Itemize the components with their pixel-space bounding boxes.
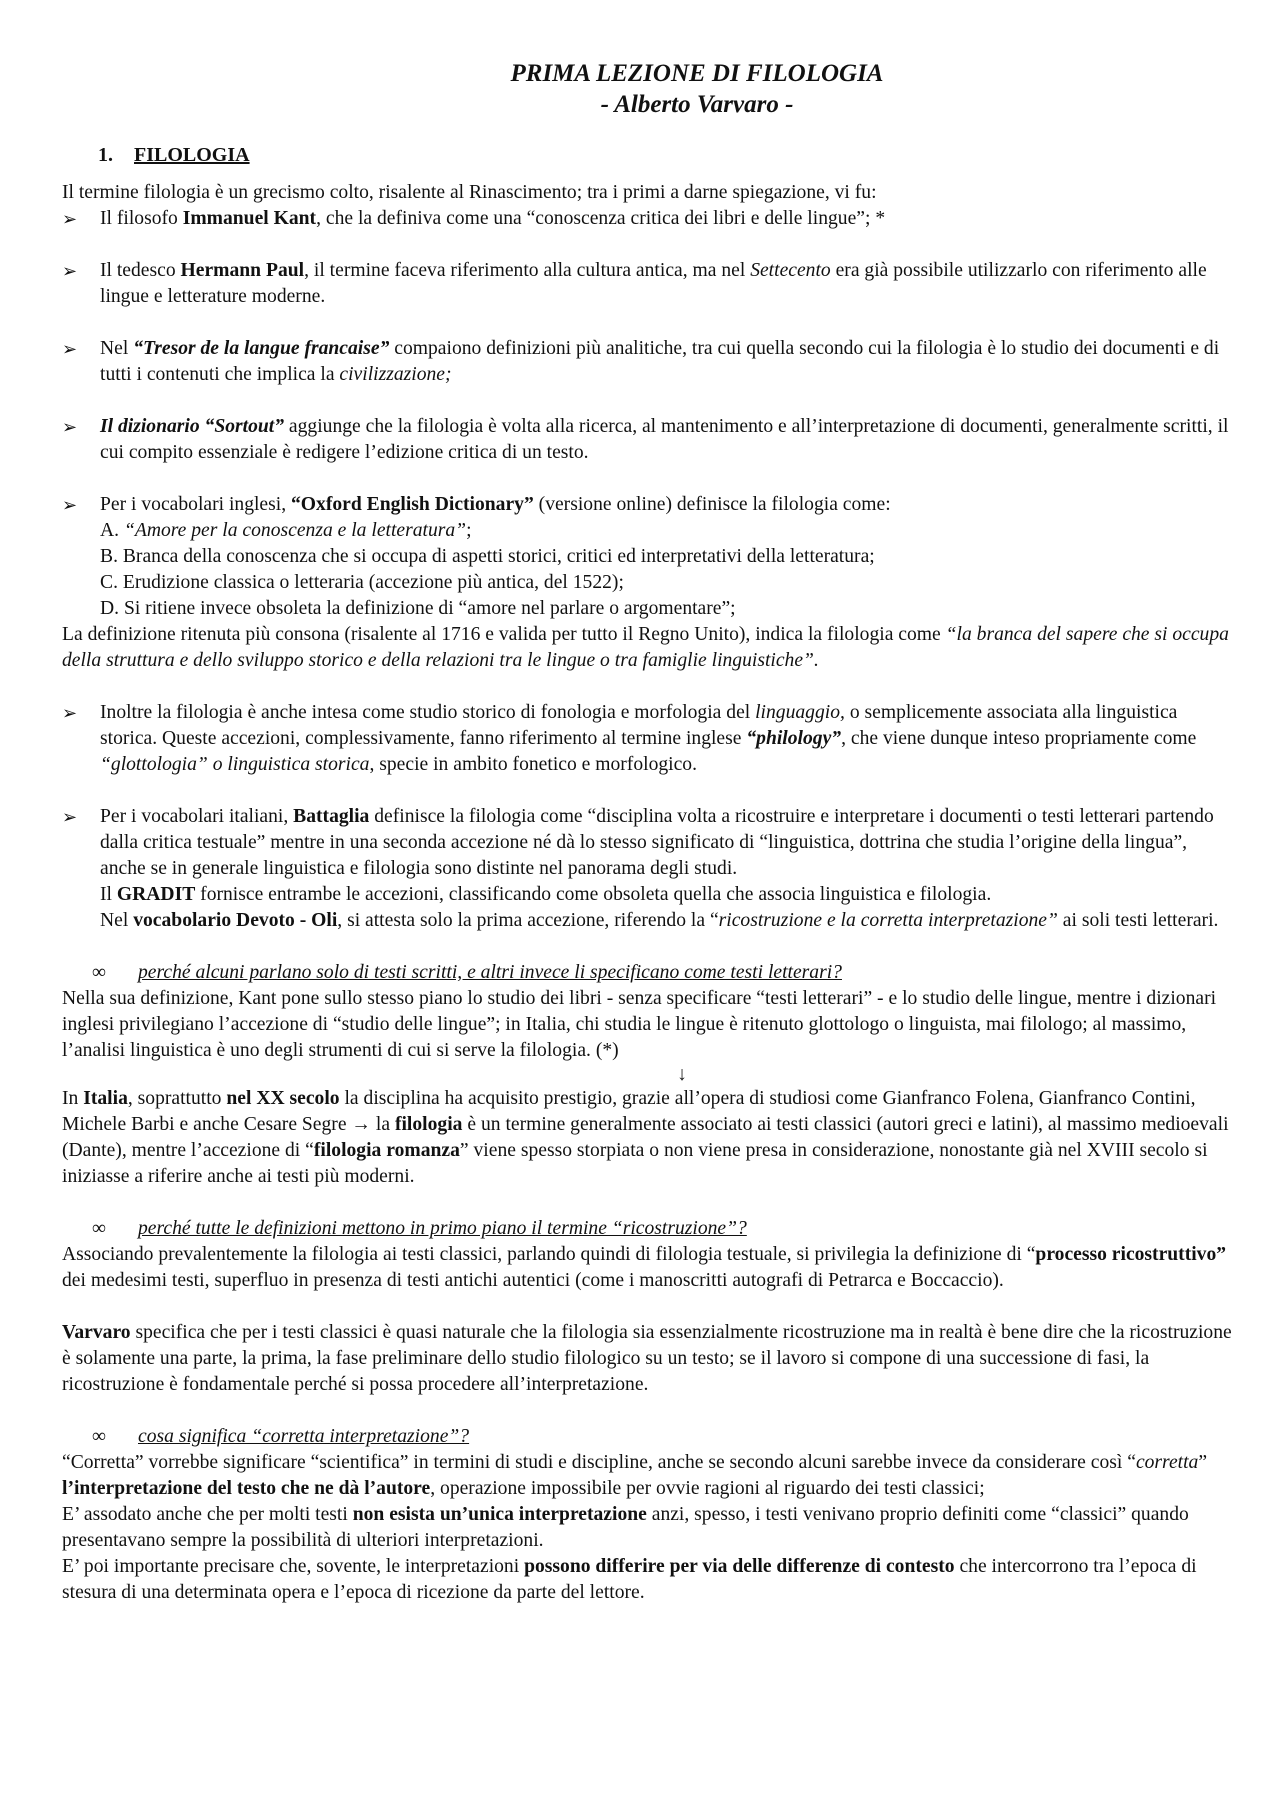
bold-text: Battaglia (293, 806, 370, 827)
varvaro-paragraph (62, 1320, 1232, 1398)
bold-text: non esista un’unica interpretazione (352, 1504, 647, 1525)
intro-paragraph: Il termine filologia è un grecismo colto, risalente al Rinascimento; tra i primi a darne spiegazione, vi fu: (62, 182, 877, 203)
definition-d: D. Si ritiene invece obsoleta la definizione di “amore nel parlare o argomentare”; (100, 598, 736, 619)
infinity-icon: ∞ (92, 1218, 106, 1239)
text: , che la definiva come una “conoscenza critica dei libri e delle lingue”; * (316, 208, 886, 229)
bold-text: filologia (394, 1114, 463, 1135)
text: fornisce entrambe le accezioni, classificando come obsoleta quella che associa linguistica e filologia. (195, 884, 992, 905)
answer-3-line-3 (62, 1554, 1232, 1606)
bullet-paul (62, 258, 1232, 310)
text: A. (100, 520, 124, 541)
question-1 (62, 960, 1232, 986)
section-number: 1. (98, 144, 113, 166)
italic-text: “glottologia” o linguistica storica (100, 754, 370, 775)
question-3 (62, 1424, 1232, 1450)
arrow-bullet-icon: ➢ (62, 209, 78, 229)
arrow-bullet-icon: ➢ (62, 495, 78, 515)
text: era già possibile utilizzarlo con riferimento alle lingue e letterature moderne. (100, 260, 1207, 307)
italic-text: ricostruzione e la corretta interpretazione” (718, 910, 1058, 931)
text: la disciplina ha acquisito prestigio, grazie all’opera di studiosi come Gianfranco Folena, Gianfranco Contini, Michele Barbi e anche Cesare Segre → la (62, 1088, 1196, 1135)
bold-text: vocabolario Devoto - Oli (133, 910, 338, 931)
bold-italic-text: “Tresor de la langue francaise” (133, 338, 390, 359)
bold-text: nel XX secolo (226, 1088, 340, 1109)
text: , soprattutto (127, 1088, 227, 1109)
bullet-linguaggio (62, 700, 1232, 778)
text: ” viene spesso storpiata o non viene presa in considerazione, nonostante già nel XVIII secolo si iniziasse a riferire anche ai testi più moderni. (62, 1140, 1208, 1187)
text: è un termine generalmente associato ai testi classici (autori greci e latini), al massimo medioevali (Dante), mentre l’accezione di “ (62, 1114, 1229, 1161)
bullet-sortout (62, 414, 1232, 466)
arrow-bullet-icon: ➢ (62, 417, 78, 437)
infinity-icon: ∞ (92, 962, 106, 983)
title-line-2: - Alberto Varvaro - (600, 91, 794, 118)
text: specifica che per i testi classici è quasi naturale che la filologia sia essenzialmente ricostruzione ma in realtà è bene dire che la ricostruzione è solamente una parte, la prima, la fase preliminare dello studio filologico su un testo; se il lavoro si compone di una successione di fasi, la ricostruzione è fondamentale perché si possa procedere all’interpretazione. (62, 1322, 1232, 1395)
down-arrow-icon: ↓ (677, 1064, 687, 1085)
arrow-bullet-icon: ➢ (62, 339, 78, 359)
text: ” (1198, 1452, 1208, 1473)
bold-text: Varvaro (62, 1322, 131, 1343)
text: , il termine faceva riferimento alla cultura antica, ma nel (304, 260, 751, 281)
text: definisce la filologia come “disciplina volta a ricostruire e interpretare i documenti o testi letterari partendo dalla critica testuale” mentre in una seconda accezione né dà lo stesso significato di “linguistica, dottrina che studia l’origine della lingua”, anche se in generale linguistica e filologia sono distinte nel panorama degli studi. (100, 806, 1214, 879)
bold-text: possono differire per via delle differenze di contesto (524, 1556, 955, 1577)
question-2 (62, 1216, 1232, 1242)
italic-text: Settecento (750, 260, 831, 281)
title-line-1: PRIMA LEZIONE DI FILOLOGIA (510, 60, 884, 87)
text: Nel (100, 338, 134, 359)
arrow-bullet-icon: ➢ (62, 261, 78, 281)
bold-text: GRADIT (116, 884, 196, 905)
text: Il (100, 884, 117, 905)
bold-text: l’interpretazione del testo che ne dà l’autore (62, 1478, 431, 1499)
text: dei medesimi testi, superfluo in presenza di testi antichi autentici (come i manoscritti autografi di Petrarca e Boccaccio). (62, 1270, 1004, 1291)
bold-text: processo ricostruttivo” (1035, 1244, 1227, 1265)
bullet-kant (62, 206, 1232, 232)
text: La definizione ritenuta più consona (risalente al 1716 e valida per tutto il Regno Unito), indica la filologia come (62, 624, 946, 645)
text: o semplicemente associata alla linguistica storica. Queste accezioni, complessivamente, fanno riferimento al termine inglese (100, 702, 1178, 749)
text: E’ poi importante precisare che, sovente, le interpretazioni (62, 1556, 525, 1577)
definition-c: C. Erudizione classica o letteraria (accezione più antica, del 1522); (100, 572, 624, 593)
text: Il filosofo (100, 208, 183, 229)
text: Per i vocabolari italiani, (100, 806, 294, 827)
text: compaiono definizioni più analitiche, tra cui quella secondo cui la filologia è lo studio dei documenti e di tutti i contenuti che implica la (100, 338, 1220, 385)
italic-text: “Amore per la conoscenza e la letteratura” (123, 520, 467, 541)
question-text: perché alcuni parlano solo di testi scritti, e altri invece li specificano come testi letterari? (138, 962, 842, 983)
text: aggiunge che la filologia è volta alla ricerca, al mantenimento e all’interpretazione di documenti, generalmente scritti, il cui compito essenziale è redigere l’edizione critica di un testo. (100, 416, 1229, 463)
italic-text: civilizzazione; (339, 364, 452, 385)
definition-a (100, 518, 1232, 544)
bold-italic-text: “philology” (746, 728, 842, 749)
arrow-bullet-icon: ➢ (62, 703, 78, 723)
question-text: cosa significa “corretta interpretazione”? (138, 1426, 470, 1447)
text: In (62, 1088, 84, 1109)
bold-text: filologia romanza (313, 1140, 460, 1161)
question-text: perché tutte le definizioni mettono in primo piano il termine “ricostruzione”? (138, 1218, 747, 1239)
bold-text: Italia (83, 1088, 128, 1109)
section-heading (98, 142, 1232, 168)
definition-b: B. Branca della conoscenza che si occupa di aspetti storici, critici ed interpretativi della letteratura; (100, 546, 875, 567)
answer-1: Nella sua definizione, Kant pone sullo stesso piano lo studio dei libri - senza specificare “testi letterari” - e lo studio delle lingue, mentre i dizionari inglesi privilegiano l’accezione di “studio delle lingue”; in Italia, chi studia le lingue è ritenuto glottologo o linguista, mai filologo; al massimo, l’analisi linguistica è uno degli strumenti di cui si serve la filologia. (*) (62, 988, 1217, 1061)
italic-text: linguaggio, (755, 702, 845, 723)
infinity-icon: ∞ (92, 1426, 106, 1447)
text: Inoltre la filologia è anche intesa come studio storico di fonologia e morfologia del (100, 702, 756, 723)
italic-text: corretta (1135, 1452, 1199, 1473)
text: , che viene dunque inteso propriamente come (841, 728, 1197, 749)
definition-paragraph (62, 622, 1232, 674)
bullet-italiani (62, 804, 1232, 934)
bold-text: Hermann Paul (180, 260, 305, 281)
document-page (62, 58, 1232, 1606)
bold-italic-text: Il dizionario “Sortout” (100, 416, 285, 437)
text: Nel (100, 910, 134, 931)
text: Il tedesco (100, 260, 181, 281)
bold-text: “Oxford English Dictionary” (291, 494, 534, 515)
bold-text: Immanuel Kant (182, 208, 317, 229)
answer-2 (62, 1242, 1232, 1294)
text: , operazione impossibile per ovvie ragioni al riguardo dei testi classici; (430, 1478, 985, 1499)
text: Associando prevalentemente la filologia ai testi classici, parlando quindi di filologia testuale, si privilegia la definizione di “ (62, 1244, 1036, 1265)
text: anzi, spesso, i testi venivano proprio definiti come “classici” quando presentavano sempre la possibilità di ulteriori interpretazioni. (62, 1504, 1189, 1551)
text: ; (466, 520, 472, 541)
arrow-bullet-icon: ➢ (62, 807, 78, 827)
italia-paragraph (62, 1086, 1232, 1190)
text: ai soli testi letterari. (1057, 910, 1219, 931)
section-title: FILOLOGIA (134, 144, 250, 166)
text: E’ assodato anche che per molti testi (62, 1504, 353, 1525)
answer-3 (62, 1450, 1232, 1502)
text: , si attesta solo la prima accezione, riferendo la “ (337, 910, 719, 931)
text: , specie in ambito fonetico e morfologico. (369, 754, 698, 775)
text: (versione online) definisce la filologia come: (533, 494, 891, 515)
bullet-oxford (62, 492, 1232, 622)
text: Per i vocabolari inglesi, (100, 494, 291, 515)
answer-3-line-2 (62, 1502, 1232, 1554)
page-title (162, 58, 1232, 120)
text: “Corretta” vorrebbe significare “scientifica” in termini di studi e discipline, anche se secondo alcuni sarebbe invece da considerare così “ (62, 1452, 1136, 1473)
text: che intercorrono tra l’epoca di stesura di una determinata opera e l’epoca di ricezione da parte del lettore. (62, 1556, 1197, 1603)
bullet-tresor (62, 336, 1232, 388)
italic-text: “la branca del sapere che si occupa della struttura e dello sviluppo storico e della relazioni tra le lingue o tra famiglie linguistiche”. (62, 624, 1229, 671)
